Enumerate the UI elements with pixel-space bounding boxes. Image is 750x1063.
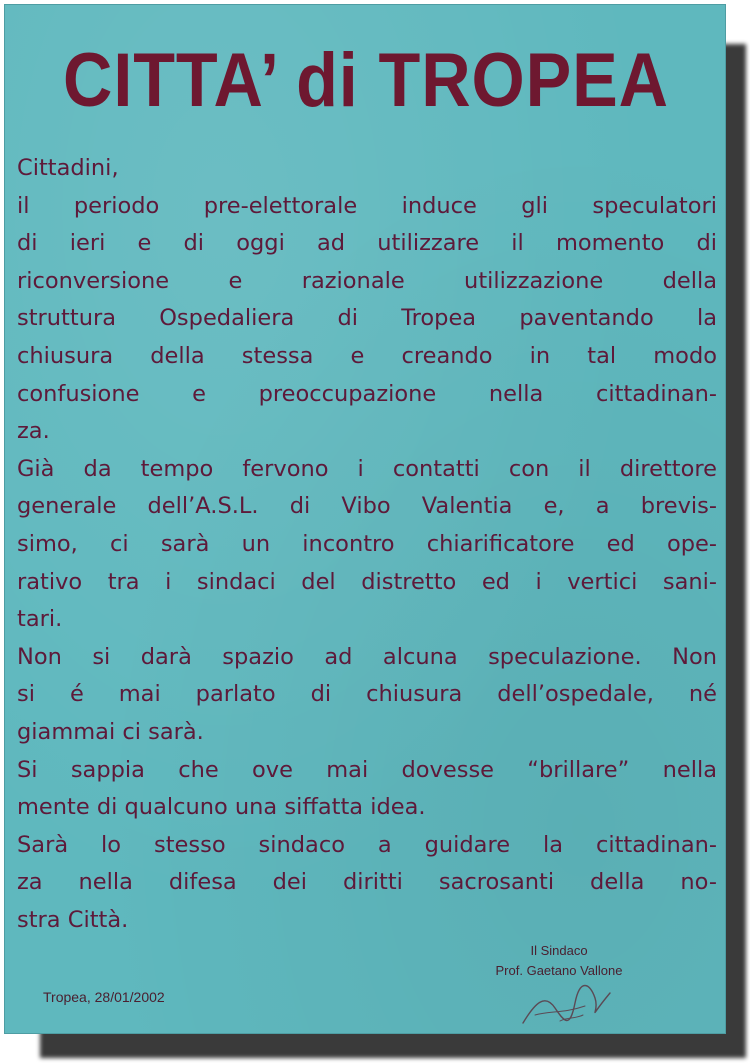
body-line: Cittadini, (17, 155, 119, 181)
body-line: stra Città. (17, 906, 129, 933)
body-line: Si sappia che ove mai dovesse “brillare” nella (17, 756, 717, 783)
body-line: generale dell’A.S.L. di Vibo Valentia e, a brevis- (17, 493, 717, 520)
body-line: riconversione e razionale utilizzazione della (17, 267, 717, 294)
signature-name: Prof. Gaetano Vallone (495, 963, 623, 978)
poster-date: Tropea, 28/01/2002 (43, 989, 165, 1005)
body-line: di ieri e di oggi ad utilizzare il momento di (17, 230, 717, 257)
body-line: Sarà lo stesso sindaco a guidare la cittadinan- (17, 831, 717, 858)
signature-role: Il Sindaco (530, 943, 588, 958)
body-line: il periodo pre-elettorale induce gli speculatori (17, 192, 717, 219)
body-line: chiusura della stessa e creando in tal modo (17, 342, 717, 369)
handwritten-signature-icon (515, 973, 625, 1033)
body-line: simo, ci sarà un incontro chiarificatore ed ope- (17, 530, 717, 557)
body-line: si é mai parlato di chiusura dell’ospedale, né (17, 681, 717, 708)
body-line: za. (17, 418, 50, 445)
body-line: tari. (17, 606, 63, 633)
poster-body (17, 150, 717, 939)
poster-title: CITTA’ di TROPEA (63, 38, 669, 123)
body-line: Già da tempo fervono i contatti con il direttore (17, 455, 717, 482)
body-line: rativo tra i sindaci del distretto ed i vertici sani- (17, 568, 717, 595)
body-line: giammai ci sarà. (17, 718, 204, 745)
body-line: Non si darà spazio ad alcuna speculazione. Non (17, 643, 717, 670)
body-line: mente di qualcuno una siffatta idea. (17, 794, 426, 821)
poster (4, 4, 726, 1034)
body-line: confusione e preoccupazione nella cittadinan- (17, 380, 717, 407)
body-line: struttura Ospedaliera di Tropea paventando la (17, 305, 717, 332)
body-line: za nella difesa dei diritti sacrosanti della no- (17, 869, 717, 896)
